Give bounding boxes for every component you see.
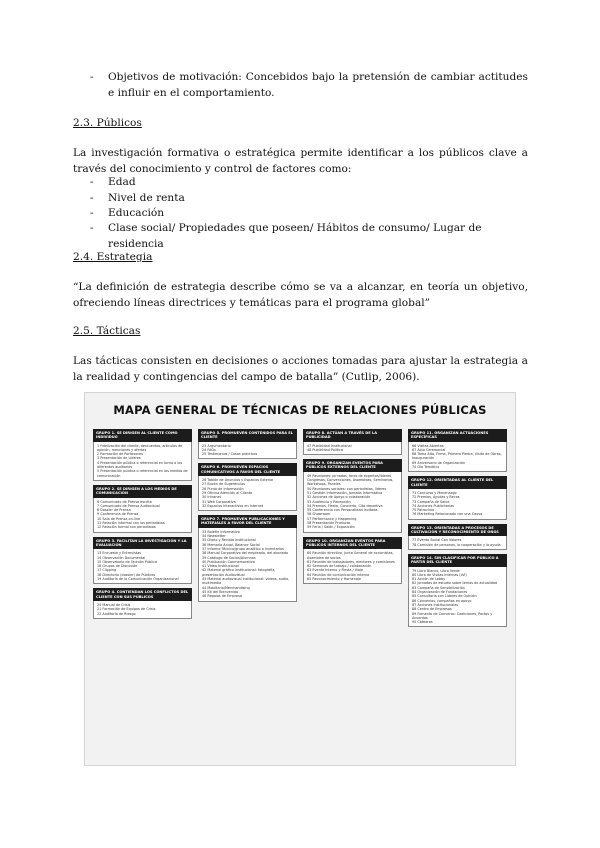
technique-item: 83 Campaña de Sensibilización	[412, 585, 465, 590]
technique-item: 75 Patrocinio	[412, 508, 435, 513]
technique-item: 26 Tablón de Anuncios y Espacios Exterior	[202, 478, 274, 483]
technique-group-header: GRUPO 11. ORGANIZAN ACTUACIONES ESPECÍFICAS	[408, 429, 507, 442]
technique-group	[408, 524, 507, 550]
technique-item: 45 Kit del Bienvenido	[202, 589, 239, 594]
technique-group-header: GRUPO 9. ORGANIZAN EVENTOS PARA PÚBLICOS EXTERNOS DEL CLIENTE	[303, 459, 402, 472]
technique-item: 51 Gestión Información, Jornada Informativa	[307, 490, 383, 495]
technique-item: 52 Acciones de Apoyo o colaboración	[307, 495, 371, 500]
technique-item: 87 Acciones Institucionales	[412, 602, 459, 607]
technique-group-body	[408, 536, 507, 550]
technique-group	[408, 429, 507, 472]
technique-group	[93, 588, 192, 618]
bullet-dash: -	[90, 222, 94, 234]
technique-item: Congresos, Convenciones, Asambleas, Seminarios, Workshops, Paneles	[307, 478, 394, 487]
technique-item: 90 Cátedras	[412, 620, 433, 625]
technique-group-body	[303, 472, 402, 533]
technique-item: 81 Acción de Lobby	[412, 577, 446, 582]
technique-item: 3 Presentación de Líderes	[97, 456, 141, 461]
figure-column-3	[303, 429, 402, 588]
technique-item: 54 Premios, Fiesta, Concierto, Cita deportiva	[307, 503, 383, 508]
technique-item: 61 Reunión de trabajadores, electores y comisiones	[307, 559, 395, 564]
publicos-item-edad: Edad	[108, 176, 136, 188]
estrategia-paragraph: “La definición de estrategia describe cómo se va a alcanzar, en teoría un objetivo, ofreciendo líneas directrices y temáticas para el programa global”	[73, 281, 528, 309]
technique-group	[198, 429, 297, 459]
technique-item: 69 Aniversario de Organización	[412, 460, 466, 465]
technique-group	[303, 459, 402, 532]
section-heading-estrategia: 2.4. Estrategia	[73, 251, 153, 263]
technique-item: 30 Intranet	[202, 495, 221, 500]
technique-item: 88 Centro de Empresas	[412, 607, 452, 612]
technique-item: 71 Concurso y Mecenazgo	[412, 490, 457, 495]
technique-item: 16 Grupos de Discusión	[97, 564, 138, 569]
technique-item: 19 Auditoría de la Comunicación Organizacional	[97, 577, 179, 582]
technique-item: 9 Conferencia de Prensa	[97, 512, 139, 517]
technique-item: 32 Espacios Interactivos en Internet	[202, 503, 264, 508]
technique-item: 29 Oficina Atención al Cliente	[202, 490, 253, 495]
publicos-item-educacion: Educación	[108, 207, 165, 219]
technique-group-body	[408, 442, 507, 473]
technique-group-header: GRUPO 8. ACTÚAN A TRAVÉS DE LA PUBLICIDAD	[303, 429, 402, 442]
publicos-paragraph: La investigación formativa o estratégica permite identificar a los públicos clave a través del conocimiento y control de factores como:	[73, 147, 528, 175]
technique-item: 62 Semanas de trabajo / colaboración	[307, 564, 372, 569]
technique-item: 42 Material gráfico institucional: fotografía, presentación Audiovisual	[202, 568, 276, 577]
technique-item: 14 Observación Documental	[97, 555, 146, 560]
figure-column-1	[93, 429, 192, 623]
technique-item: 49 Reuniones: jornadas, foros de expertos/líderes	[307, 473, 392, 478]
technique-item: 46 Regalos de Empresa	[202, 594, 242, 599]
technique-item: 38 Manual Corporativo del empleado, del abonado	[202, 551, 289, 556]
publicos-item-renta: Nivel de renta	[108, 192, 185, 204]
technique-group	[93, 429, 192, 481]
technique-item: 43 Material audiovisual institucional: vídeos, audio, multimedia	[202, 577, 290, 586]
technique-group	[93, 485, 192, 533]
technique-group-header: GRUPO 7. PROMUEVEN PUBLICACIONES Y MATERIALES A FAVOR DEL CLIENTE	[198, 515, 297, 528]
technique-item: 27 Buzón de Sugerencias	[202, 482, 246, 487]
section-heading-tacticas: 2.5. Tácticas	[73, 325, 141, 337]
bullet-dash: -	[90, 192, 94, 204]
figure-title: MAPA GENERAL DE TÉCNICAS DE RELACIONES PÚBLICAS	[113, 403, 487, 417]
motivation-objectives-bullet: Objetivos de motivación: Concebidos bajo la pretensión de cambiar actitudes e influir en el comportamiento.	[108, 71, 528, 99]
technique-item: 57 Performance y Happening	[307, 516, 357, 521]
techniques-map-figure	[84, 392, 516, 766]
technique-group-header: GRUPO 4. CONTIENDAN LOS CONFLICTOS DEL CLIENTE CON SUS PÚBLICOS	[93, 588, 192, 601]
technique-item: 21 Formación de Equipos de Crisis	[97, 607, 156, 612]
technique-item: 36 Memoria Anual, Balance Social	[202, 542, 260, 547]
technique-item: 8 Dossier de Prensa	[97, 508, 131, 513]
technique-group-body	[408, 489, 507, 520]
technique-item: 66 Visitas Abiertas	[412, 443, 444, 448]
technique-item: 76 Marketing Relacionado con una Causa	[412, 512, 483, 517]
technique-item: 25 Testimonios / Casos prácticos	[202, 452, 258, 457]
technique-item: 79 Libro Blanco, Libro Verde	[412, 568, 460, 573]
technique-item: 56 Showroom	[307, 512, 331, 517]
technique-group-body	[198, 442, 297, 460]
technique-item: 6 Comunicado de Prensa escrita	[97, 499, 152, 504]
technique-item: 47 Publicidad Institucional	[307, 443, 352, 448]
technique-item: 11 Relación informal con los periodistas	[97, 521, 165, 526]
technique-item: 59 Feria / Salón / Exposición	[307, 525, 355, 530]
technique-group-body	[303, 442, 402, 456]
technique-item: 22 Auditoría de Riesgo	[97, 611, 136, 616]
technique-group-header: GRUPO 13. ORIENTADAS A PROCESOS DE CULTIVACIÓN Y RECONOCIMIENTO DE ONGS	[408, 524, 507, 537]
technique-item: 58 Presentación Producto	[307, 521, 351, 526]
technique-item: 84 Organización de Fundaciones	[412, 590, 468, 595]
technique-group-body	[198, 528, 297, 602]
technique-item: 12 Relación formal con periodistas	[97, 525, 156, 530]
technique-group-header: GRUPO 3. FACILITAN LA INVESTIGACIÓN Y LA EVALUACIÓN	[93, 537, 192, 550]
technique-item: 40 Publicación Conmemorativa	[202, 559, 255, 564]
technique-group	[93, 537, 192, 585]
technique-item: 78 Comisión de personas, la cooperación y la ayuda	[412, 542, 501, 547]
section-heading-publicos: 2.3. Públicos	[73, 117, 142, 129]
technique-item: 53 Audiencia y Recepción	[307, 499, 351, 504]
technique-item: 4 Presentación pública o referencial en torno a los diferentes auditorios	[97, 460, 183, 470]
technique-group-body	[408, 567, 507, 628]
technique-group-header: GRUPO 2. SE DIRIGEN A LOS MEDIOS DE COMUNICACIÓN	[93, 485, 192, 498]
technique-item: 31 Web Corporativa	[202, 499, 236, 504]
technique-item: 80 Libro de Visitas Internas (LVI)	[412, 572, 467, 577]
technique-item: 72 Premios, Ayudas y Becas	[412, 495, 460, 500]
figure-column-4	[408, 429, 507, 631]
technique-item: 67 Acto Ceremonial	[412, 447, 446, 452]
technique-group	[408, 476, 507, 519]
technique-item: 23 Argumentario	[202, 443, 231, 448]
bullet-dash: -	[90, 176, 94, 188]
technique-item: 24 FAQs	[202, 447, 216, 452]
technique-item: 48 Publicidad Política	[307, 447, 343, 452]
technique-item: 65 Reconocimiento y Homenaje	[307, 577, 361, 582]
technique-item: 77 Evento Social Con Valores	[412, 538, 462, 543]
technique-item: 33 Boletín Informativo	[202, 529, 240, 534]
technique-item: 17 Clipping	[97, 568, 117, 573]
technique-group-body	[93, 601, 192, 619]
technique-item: 68 Toma Alta, Firma, Primera Piedra, Visita de Obras, Inauguración	[412, 452, 502, 461]
technique-item: 89 Fomento de Convenio: Coaliciones, Pactos y Acuerdos	[412, 611, 493, 620]
technique-group-body	[198, 476, 297, 511]
technique-item: 74 Acciones Publicitarias	[412, 503, 455, 508]
technique-item: 37 Informe Técnico/grupo analítico o Inventarios	[202, 546, 284, 551]
technique-group-header: GRUPO 14. SIN CLASIFICAR POR PÚBLICO A PARTIR DEL CLIENTE	[408, 554, 507, 567]
technique-item: 20 Manual de Crisis	[97, 602, 131, 607]
technique-group-body	[93, 549, 192, 584]
technique-item: 64 Reunión de comunicación interna	[307, 572, 370, 577]
technique-group	[408, 554, 507, 627]
technique-item: 35 Diario y Revista Institucional	[202, 538, 256, 543]
technique-item: 44 Mobiliario/Merchandising	[202, 585, 250, 590]
technique-item: 13 Encuesta y Entrevistas	[97, 551, 142, 556]
technique-item: 28 Punto de Información	[202, 486, 244, 491]
technique-group-header: GRUPO 6. PROMUEVEN ESPACIOS COMUNICATIVOS A FAVOR DEL CLIENTE	[198, 463, 297, 476]
technique-item: 10 Sala de Prensa on-line	[97, 516, 141, 521]
publicos-item-clase-social: Clase social/ Propiedades que poseen/ Hábitos de consumo/ Lugar de residencia	[108, 222, 482, 250]
technique-group	[303, 537, 402, 585]
bullet-dash: -	[90, 71, 94, 83]
technique-item: 2 Formación de Portavoces	[97, 452, 143, 457]
technique-item: 63 Evento Interno y Fiesta / Viaje	[307, 568, 364, 573]
technique-item: 18 Directorio (dossier) de Públicos	[97, 572, 156, 577]
technique-item: 55 Conferencia con Personalidad invitada	[307, 508, 378, 513]
technique-group-header: GRUPO 10. ORGANIZAN EVENTOS PARA PÚBLICOS INTERNOS DEL CLIENTE	[303, 537, 402, 550]
technique-group-body	[303, 549, 402, 584]
technique-group-body	[93, 498, 192, 533]
technique-item: 34 Newsletter	[202, 534, 226, 539]
technique-item: 60 Reunión directiva, Junta General de accionistas, Asamblea de socios	[307, 551, 394, 560]
technique-group	[198, 515, 297, 601]
technique-group-header: GRUPO 5. PROMUEVEN CONTENIDOS PARA EL CLIENTE	[198, 429, 297, 442]
technique-item: 86 Convenios, campañas en apoyo	[412, 598, 472, 603]
technique-group-header: GRUPO 1. SE DIRIGEN AL CLIENTE COMO INDIVIDUO	[93, 429, 192, 442]
technique-item: 39 Catálogo de Socios/Alumnos	[202, 555, 256, 560]
technique-item: 7 Comunicado de Prensa Audiovisual	[97, 503, 160, 508]
technique-item: 73 Campaña de Salud	[412, 499, 450, 504]
technique-group	[198, 463, 297, 511]
technique-group-header: GRUPO 12. ORIENTADAS AL CLIENTE DEL CLIENTE	[408, 476, 507, 489]
technique-item: 41 Vídeo Institucional	[202, 564, 239, 569]
technique-item: 85 Consultoría con Líderes de Opinión	[412, 594, 477, 599]
technique-group	[303, 429, 402, 455]
figure-column-2	[198, 429, 297, 606]
technique-item: 70 Día Temático	[412, 465, 440, 470]
technique-item: 50 Reuniones sociales: con periodistas, líderes	[307, 486, 387, 491]
technique-item: 82 Jornadas de estudio sobre temas de actualidad	[412, 581, 498, 586]
technique-group-body	[93, 442, 192, 481]
bullet-dash: -	[90, 207, 94, 219]
technique-item: 15 Observatorio de Opinión Pública	[97, 559, 158, 564]
tacticas-paragraph: Las tácticas consisten en decisiones o acciones tomadas para ajustar la estrategia a la realidad y contingencias del campo de batalla” (Cutlip, 2006).	[73, 355, 528, 383]
technique-item: 1 Fidelización del cliente, descuentos, artículos de opinión, menciones y ofertas	[97, 443, 183, 452]
technique-item: 5 Presentación pública o referencial en los medios de comunicación	[97, 469, 188, 478]
